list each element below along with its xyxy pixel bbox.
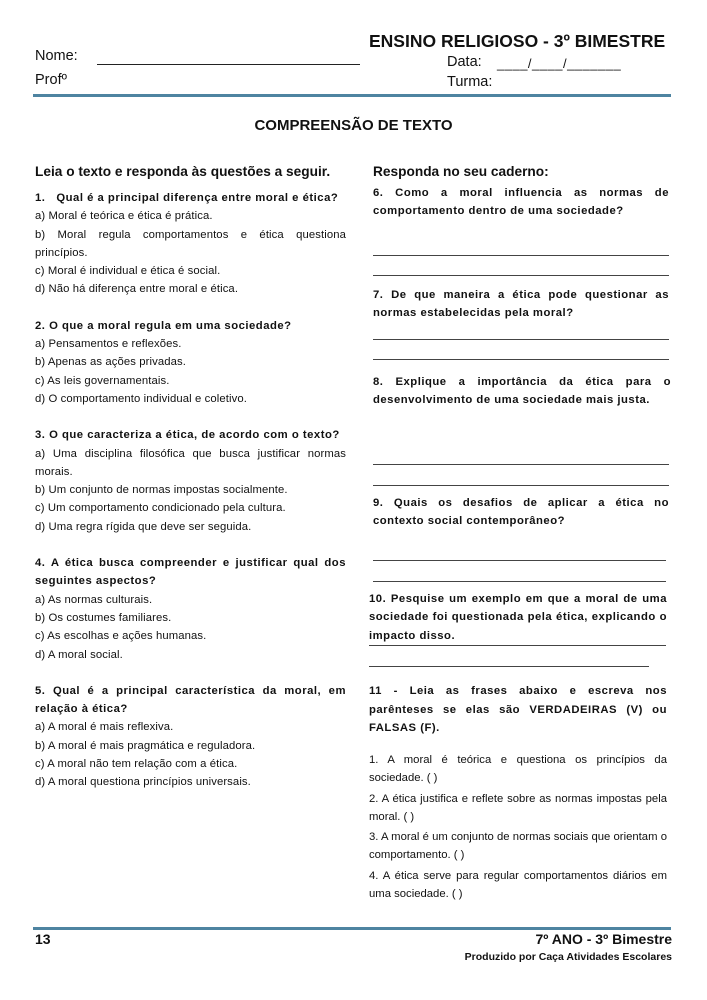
option: a) Uma disciplina filosófica que busca justificar normas morais. bbox=[35, 447, 346, 478]
option: a) A moral é mais reflexiva. bbox=[35, 721, 174, 734]
answer-line[interactable] bbox=[373, 339, 669, 340]
grade-label: 7º ANO - 3º Bimestre bbox=[535, 931, 672, 947]
option: d) A moral questiona princípios universais. bbox=[35, 776, 251, 789]
option: a) Moral é teórica e ética é prática. bbox=[35, 210, 213, 223]
answer-line[interactable] bbox=[373, 485, 669, 486]
question-4 bbox=[35, 554, 346, 591]
question-9: 9. Quais os desafios de aplicar a ética no contexto social contemporâneo? bbox=[373, 497, 669, 528]
left-questions bbox=[35, 189, 346, 792]
option: a) As normas culturais. bbox=[35, 593, 153, 606]
true-false-item: 3. A moral é um conjunto de normas sociais que orientam o comportamento. ( ) bbox=[369, 831, 667, 862]
document-title: ENSINO RELIGIOSO - 3º BIMESTRE bbox=[369, 31, 666, 51]
option: b) Um conjunto de normas impostas socialmente. bbox=[35, 484, 288, 497]
section-title: COMPREENSÃO DE TEXTO bbox=[254, 117, 453, 134]
question-text: A ética busca compreender e justificar qual dos seguintes aspectos? bbox=[35, 557, 346, 588]
question-10: 10. Pesquise um exemplo em que a moral de uma sociedade foi questionada pela ética, explicando o impacto disso. bbox=[369, 593, 667, 642]
class-label: Turma: bbox=[447, 74, 493, 90]
name-label: Nome: bbox=[35, 48, 78, 64]
question-11: 11 - Leia as frases abaixo e escreva nos parênteses se elas são VERDADEIRAS (V) ou FALSAS (F). bbox=[369, 685, 667, 734]
date-field[interactable]: ____/____/_______ bbox=[497, 56, 622, 71]
right-column-heading: Responda no seu caderno: bbox=[373, 164, 549, 179]
question-text: Qual é a principal diferença entre moral e ética? bbox=[56, 192, 339, 204]
answer-line[interactable] bbox=[373, 359, 669, 360]
date-label: Data: bbox=[447, 54, 482, 70]
answer-line[interactable] bbox=[373, 275, 669, 276]
question-2 bbox=[35, 317, 346, 335]
answer-line[interactable] bbox=[369, 666, 649, 667]
question-number: 4. bbox=[35, 557, 46, 570]
question-text: O que caracteriza a ética, de acordo com o texto? bbox=[49, 429, 340, 442]
prof-label: Profº bbox=[35, 72, 67, 88]
question-5 bbox=[35, 682, 346, 719]
true-false-list bbox=[369, 751, 667, 903]
option: c) As leis governamentais. bbox=[35, 374, 170, 387]
option: b) Moral regula comportamentos e ética questiona princípios. bbox=[35, 228, 346, 259]
question-6: 6. Como a moral influencia as normas de comportamento dentro de uma sociedade? bbox=[373, 187, 669, 218]
header-divider bbox=[33, 94, 671, 97]
option: d) A moral social. bbox=[35, 648, 123, 661]
question-number: 2. bbox=[35, 319, 46, 332]
answer-line[interactable] bbox=[373, 464, 669, 465]
question-text: Qual é a principal característica da moral, em relação à ética? bbox=[35, 684, 347, 716]
footer-divider bbox=[33, 927, 671, 930]
option: c) Um comportamento condicionado pela cultura. bbox=[35, 502, 286, 515]
option: b) Os costumes familiares. bbox=[35, 611, 172, 624]
question-8: 8. Explique a importância da ética para o desenvolvimento de uma sociedade mais justa. bbox=[373, 376, 671, 407]
answer-line[interactable] bbox=[373, 581, 666, 582]
question-text: O que a moral regula em uma sociedade? bbox=[49, 319, 292, 332]
option: d) O comportamento individual e coletivo. bbox=[35, 392, 247, 405]
question-number: 1. bbox=[35, 192, 46, 204]
answer-line[interactable] bbox=[373, 560, 666, 561]
question-number: 5. bbox=[35, 684, 46, 697]
answer-line[interactable] bbox=[369, 645, 666, 646]
true-false-item: 1. A moral é teórica e questiona os princípios da sociedade. ( ) bbox=[369, 754, 667, 785]
option: a) Pensamentos e reflexões. bbox=[35, 338, 182, 351]
option: c) Moral é individual e ética é social. bbox=[35, 265, 221, 278]
question-number: 3. bbox=[35, 429, 46, 442]
page-number: 13 bbox=[35, 931, 51, 947]
option: d) Não há diferença entre moral e ética. bbox=[35, 283, 239, 296]
left-column-heading: Leia o texto e responda às questões a seguir. bbox=[35, 164, 331, 179]
question-3 bbox=[35, 426, 346, 444]
option: b) Apenas as ações privadas. bbox=[35, 356, 187, 369]
answer-line[interactable] bbox=[373, 255, 669, 256]
option: c) As escolhas e ações humanas. bbox=[35, 630, 207, 643]
credit-text: Produzido por Caça Atividades Escolares bbox=[464, 951, 672, 963]
question-7: 7. De que maneira a ética pode questionar as normas estabelecidas pela moral? bbox=[373, 289, 669, 320]
option: b) A moral é mais pragmática e reguladora. bbox=[35, 739, 256, 752]
true-false-item: 4. A ética serve para regular comportamentos diários em uma sociedade. ( ) bbox=[369, 869, 667, 901]
option: d) Uma regra rígida que deve ser seguida. bbox=[35, 520, 252, 533]
option: c) A moral não tem relação com a ética. bbox=[35, 758, 238, 771]
question-1 bbox=[35, 189, 346, 207]
true-false-item: 2. A ética justifica e reflete sobre as normas impostas pela moral. ( ) bbox=[369, 792, 667, 823]
name-field[interactable] bbox=[97, 64, 360, 65]
